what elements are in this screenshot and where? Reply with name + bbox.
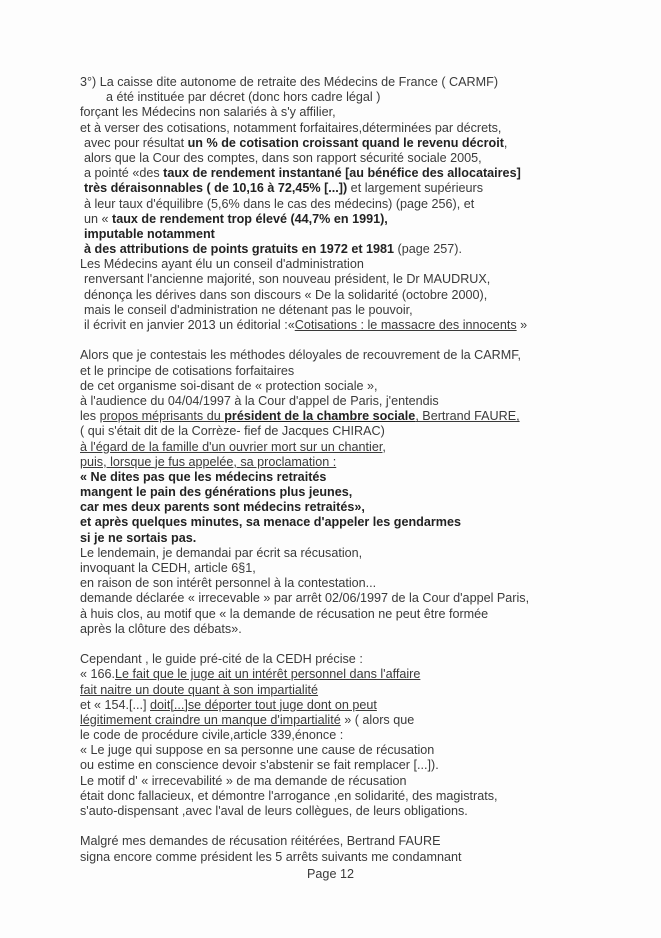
text-line bbox=[80, 667, 650, 682]
text-line: en raison de son intérêt personnel à la contestation... bbox=[80, 576, 377, 591]
text-line bbox=[80, 136, 650, 151]
text-line bbox=[80, 698, 650, 713]
text-line: Alors que je contestais les méthodes déloyales de recouvrement de la CARMF, bbox=[80, 348, 522, 363]
text-span: » bbox=[516, 318, 528, 332]
bold-quote: si je ne sortais pas. bbox=[80, 530, 197, 545]
underlined-quote: doit[...]se déporter tout juge dont on peut bbox=[150, 697, 377, 712]
text-span: (page 257). bbox=[394, 242, 462, 257]
text-line: alors que la Cour des comptes, dans son rapport sécurité sociale 2005, bbox=[84, 150, 482, 165]
text-line: s'auto-dispensant ,avec l'aval de leurs collègues, de leurs obligations. bbox=[80, 804, 468, 818]
text-line bbox=[80, 166, 650, 181]
text-line: invoquant la CEDH, article 6§1, bbox=[80, 561, 256, 575]
text-line: était donc fallacieux, et démontre l'arrogance ,en solidarité, des magistrats, bbox=[80, 788, 498, 803]
text-line: à l'audience du 04/04/1997 à la Cour d'appel de Paris, j'entendis bbox=[80, 393, 439, 408]
text-line: fait naitre un doute quant à son impartialité bbox=[80, 682, 319, 697]
text-span: les bbox=[80, 409, 100, 424]
text-line: de cet organisme soi-disant de « protection sociale », bbox=[80, 378, 378, 393]
text-line: renversant l'ancienne majorité, son nouveau président, le Dr MAUDRUX, bbox=[84, 272, 491, 287]
bold-quote: « Ne dites pas que les médecins retraités bbox=[80, 469, 327, 484]
bold-phrase: un % de cotisation croissant quand le revenu décroit bbox=[187, 135, 504, 150]
text-line: le code de procédure civile,article 339,énonce : bbox=[80, 728, 344, 743]
text-line: « Le juge qui suppose en sa personne une cause de récusation bbox=[80, 743, 435, 758]
text-line: ou estime en conscience devoir s'abstenir se fait remplacer [...]). bbox=[80, 758, 439, 773]
text-line: à huis clos, au motif que « la demande de récusation ne peut être formée bbox=[80, 606, 489, 621]
bold-underlined-phrase: président de la chambre sociale bbox=[224, 409, 416, 424]
underlined-phrase: , Bertrand FAURE, bbox=[415, 409, 520, 424]
text-line: forçant les Médecins non salariés à s'y affilier, bbox=[80, 105, 336, 120]
text-line: Malgré mes demandes de récusation réitérées, Bertrand FAURE bbox=[80, 834, 441, 849]
text-line: et le principe de cotisations forfaitaires bbox=[80, 363, 295, 378]
text-line: dénonça les dérives dans son discours « De la solidarité (octobre 2000), bbox=[84, 287, 488, 302]
text-line: ( qui s'était dit de la Corrèze- fief de Jacques CHIRAC) bbox=[80, 424, 385, 439]
bold-phrase: taux de rendement trop élevé (44,7% en 1991), bbox=[112, 211, 388, 226]
text-line: à l'égard de la famille d'un ouvrier mort sur un chantier, bbox=[80, 439, 386, 454]
text-span: , bbox=[503, 135, 508, 150]
text-line: Le motif d' « irrecevabilité » de ma demande de récusation bbox=[80, 773, 407, 788]
text-line bbox=[80, 470, 650, 485]
text-line: signa encore comme président les 5 arrêts suivants me condamnant bbox=[80, 849, 462, 864]
text-line: et à verser des cotisations, notamment forfaitaires,déterminées par décrets, bbox=[80, 120, 502, 135]
text-span: » ( alors que bbox=[340, 712, 415, 727]
page-number: Page 12 bbox=[307, 867, 354, 881]
paragraph-gap bbox=[80, 637, 650, 652]
text-line: Le lendemain, je demandai par écrit sa récusation, bbox=[80, 545, 363, 560]
bold-phrase: imputable notamment bbox=[84, 226, 215, 241]
bold-quote: car mes deux parents sont médecins retraités», bbox=[80, 500, 365, 515]
underlined-phrase: propos méprisants du bbox=[99, 409, 225, 424]
text-span: et « 154.[...] bbox=[80, 697, 151, 712]
paragraph-gap bbox=[80, 819, 650, 834]
text-span: a pointé «des bbox=[84, 166, 164, 181]
text-line bbox=[80, 181, 650, 196]
text-span: « 166. bbox=[80, 667, 116, 682]
text-span: un « bbox=[84, 211, 113, 226]
text-line: mais le conseil d'administration ne détenant pas le pouvoir, bbox=[84, 302, 413, 317]
text-line: Les Médecins ayant élu un conseil d'administration bbox=[80, 257, 364, 272]
text-line bbox=[80, 485, 650, 500]
text-line bbox=[80, 409, 650, 424]
bold-quote: mangent le pain des générations plus jeunes, bbox=[80, 485, 353, 500]
text-span: il écrivit en janvier 2013 un éditorial :« bbox=[84, 318, 295, 332]
text-line bbox=[80, 500, 650, 515]
text-span: avec pour résultat bbox=[84, 135, 188, 150]
underlined-quote: Le fait que le juge ait un intérêt personnel dans l'affaire bbox=[115, 667, 421, 682]
bold-phrase: taux de rendement instantané [au bénéfice des allocataires] bbox=[163, 166, 521, 181]
text-line bbox=[80, 242, 650, 257]
text-line bbox=[80, 318, 650, 333]
text-line: Cependant , le guide pré-cité de la CEDH précise : bbox=[80, 652, 363, 667]
text-line: à leur taux d'équilibre (5,6% dans le cas des médecins) (page 256), et bbox=[84, 196, 475, 211]
bold-phrase: à des attributions de points gratuits en 1972 et 1981 bbox=[84, 242, 395, 257]
paragraph-gap bbox=[80, 333, 650, 348]
underlined-quote: légitimement craindre un manque d'impartialité bbox=[80, 712, 341, 727]
text-line bbox=[80, 227, 650, 242]
text-line: demande déclarée « irrecevable » par arrêt 02/06/1997 de la Cour d'appel Paris, bbox=[80, 591, 530, 606]
page-body bbox=[80, 75, 650, 865]
text-line: 3°) La caisse dite autonome de retraite des Médecins de France ( CARMF) bbox=[80, 75, 499, 89]
text-line bbox=[80, 212, 650, 227]
text-line bbox=[80, 531, 650, 546]
text-span: et largement supérieurs bbox=[347, 181, 483, 196]
text-line: après la clôture des débats». bbox=[80, 621, 242, 636]
text-line bbox=[80, 713, 650, 728]
text-line: puis, lorsque je fus appelée, sa proclamation : bbox=[80, 454, 337, 469]
underlined-title: Cotisations : le massacre des innocents bbox=[294, 318, 517, 332]
text-line: a été instituée par décret (donc hors cadre légal ) bbox=[106, 90, 381, 105]
bold-phrase: très déraisonnables ( de 10,16 à 72,45% [...]) bbox=[84, 181, 348, 196]
bold-quote: et après quelques minutes, sa menace d'appeler les gendarmes bbox=[80, 515, 461, 530]
text-line bbox=[80, 515, 650, 530]
